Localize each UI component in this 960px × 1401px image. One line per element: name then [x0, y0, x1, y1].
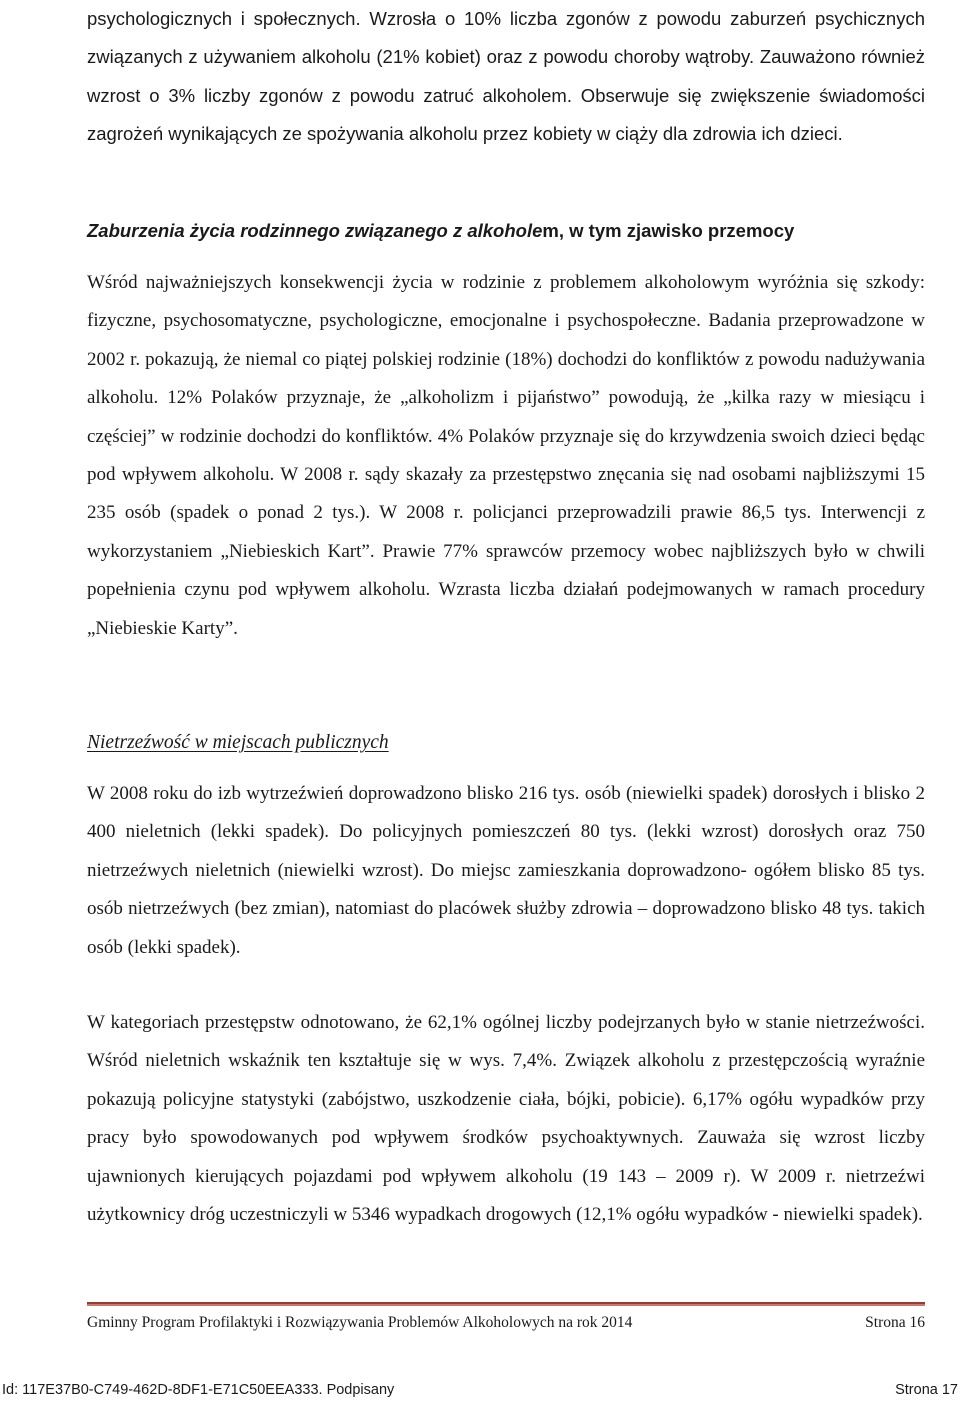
- signature-id-bar: [0, 1379, 960, 1401]
- section-heading-family-italic: Zaburzenia życia rodzinnego związanego z alkohole: [87, 220, 543, 241]
- public-paragraph-2: W kategoriach przestępstw odnotowano, że 62,1% ogólnej liczby podejrzanych było w stanie nietrzeźwości. Wśród nieletnich wskaźnik ten kształtuje się w wys. 7,4%. Związek alkoholu z przestępczością wyraźnie pokazują policyjne statystyki (zabójstwo, uszkodzenie ciała, bójki, pobicie). 6,17% ogółu wypadków przy pracy było spowodowanych pod wpływem środków psychoaktywnych. Zauważa się wzrost liczby ujawnionych kierujących pojazdami pod wpływem alkoholu (19 143 – 2009 r). W 2009 r. nietrzeźwi użytkownicy dróg uczestniczyli w 5346 wypadkach drogowych (12,1% ogółu wypadków - niewielki spadek).: [87, 1012, 925, 1226]
- intro-paragraph: psychologicznych i społecznych. Wzrosła o 10% liczba zgonów z powodu zaburzeń psychicznych związanych z używaniem alkoholu (21% kobiet) oraz z powodu choroby wątroby. Zauważono również wzrost o 3% liczby zgonów z powodu zatruć alkoholem. Obserwuje się zwiększenie świadomości zagrożeń wynikających ze spożywania alkoholu przez kobiety w ciąży dla zdrowia ich dzieci.: [87, 8, 925, 145]
- document-id: Id: 117E37B0-C749-462D-8DF1-E71C50EEA333. Podpisany: [2, 1382, 395, 1398]
- public-paragraph-1: W 2008 roku do izb wytrzeźwień doprowadzono blisko 216 tys. osób (niewielki spadek) dorosłych i blisko 2 400 nieletnich (lekki spadek). Do policyjnych pomieszczeń 80 tys. (lekki wzrost) dorosłych oraz 750 nietrzeźwych nieletnich (niewielki wzrost). Do miejsc zamieszkania doprowadzono- ogółem blisko 85 tys. osób nietrzeźwych (bez zmian), natomiast do placówek służby zdrowia – doprowadzono blisko 48 tys. takich osób (lekki spadek).: [87, 783, 925, 958]
- footer-title: Gminny Program Profilaktyki i Rozwiązywania Problemów Alkoholowych na rok 2014: [87, 1314, 633, 1331]
- family-paragraph: Wśród najważniejszych konsekwencji życia w rodzinie z problemem alkoholowym wyróżnia się szkody: fizyczne, psychosomatyczne, psychologiczne, emocjonalne i psychospołeczne. Badania przeprowadzone w 2002 r. pokazują, że niemal co piątej polskiej rodzinie (18%) dochodzi do konfliktów z powodu nadużywania alkoholu. 12% Polaków przyznaje, że „alkoholizm i pijaństwo” powodują, że „kilka razy w miesiącu i częściej” w rodzinie dochodzi do konfliktów. 4% Polaków przyznaje się do krzywdzenia swoich dzieci będąc pod wpływem alkoholu. W 2008 r. sądy skazały za przestępstwo znęcania się nad osobami najbliższymi 15 235 osób (spadek o ponad 2 tys.). W 2008 r. policjanci przeprowadzili prawie 86,5 tys. Interwencji z wykorzystaniem „Niebieskich Kart”. Prawie 77% sprawców przemocy wobec najbliższych było w chwili popełnienia czynu pod wpływem alkoholu. Wzrasta liczba działań podejmowanych w ramach procedury „Niebieskie Karty”.: [87, 272, 925, 639]
- id-bar-page-number: Strona 17: [895, 1382, 958, 1398]
- section-heading-public: Nietrzeźwość w miejscach publicznych: [87, 732, 389, 753]
- page-footer: [87, 1312, 925, 1334]
- footer-rule: [87, 1302, 925, 1306]
- section-heading-family: [87, 215, 925, 247]
- section-heading-family-rest: m, w tym zjawisko przemocy: [542, 220, 795, 241]
- footer-page-number: Strona 16: [865, 1314, 925, 1331]
